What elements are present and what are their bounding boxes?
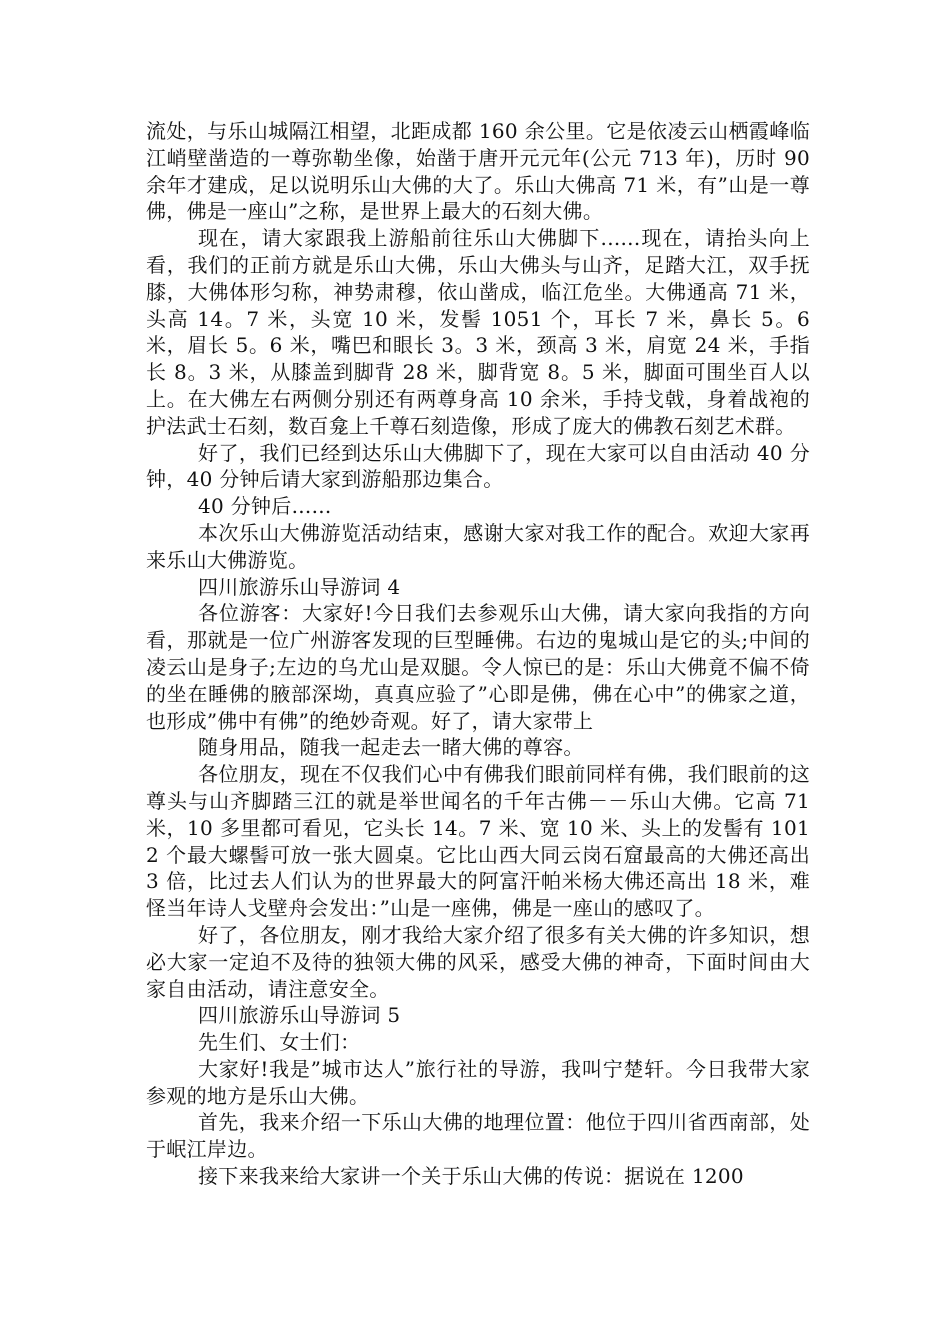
paragraph-14: 首先，我来介绍一下乐山大佛的地理位置：他位于四川省西南部，处于岷江岸边。 [146, 1110, 810, 1162]
paragraph-10: 好了，各位朋友，刚才我给大家介绍了很多有关大佛的许多知识，想必大家一定迫不及待的独领大佛的风采，感受大佛的神奇，下面时间由大家自由活动，请注意安全。 [146, 922, 810, 1001]
paragraph-3: 好了，我们已经到达乐山大佛脚下了，现在大家可以自由活动 40 分钟，40 分钟后请大家到游船那边集合。 [146, 440, 810, 492]
paragraph-8: 随身用品，随我一起走去一睹大佛的尊容。 [198, 735, 584, 760]
document-body [146, 118, 810, 1190]
paragraph-9: 各位朋友，现在不仅我们心中有佛我们眼前同样有佛，我们眼前的这尊头与山齐脚踏三江的就是举世闻名的千年古佛－－乐山大佛。它高 71 米，10 多里都可看见，它头长 14。7 米、宽 10 米、头上的发髻有 1012 个最大螺髻可放一张大圆桌。它比山西大同云岗石窟最高的大佛还高出 3 倍，比过去人们认为的世界最大的阿富汗帕米杨大佛还高出 18 米，难怪当年诗人戈壁舟会发出：”山是一座佛，佛是一座山的感叹了。 [146, 762, 810, 921]
paragraph-13: 大家好!我是”城市达人”旅行社的导游，我叫宁楚轩。今日我带大家参观的地方是乐山大佛。 [146, 1056, 810, 1108]
section-heading-5: 四川旅游乐山导游词 5 [198, 1003, 401, 1028]
paragraph-1: 流处，与乐山城隔江相望，北距成都 160 余公里。它是依凌云山栖霞峰临江峭壁凿造的一尊弥勒坐像，始凿于唐开元元年(公元 713 年)，历时 90 余年才建成，足以说明乐山大佛的大了。乐山大佛高 71 米，有”山是一尊佛，佛是一座山”之称，是世界上最大的石刻大佛。 [146, 119, 810, 224]
paragraph-5: 本次乐山大佛游览活动结束，感谢大家对我工作的配合。欢迎大家再来乐山大佛游览。 [146, 520, 810, 572]
paragraph-12: 先生们、女士们： [198, 1030, 361, 1055]
paragraph-2: 现在，请大家跟我上游船前往乐山大佛脚下......现在，请抬头向上看，我们的正前方就是乐山大佛，乐山大佛头与山齐，足踏大江，双手抚膝，大佛体形匀称，神势肃穆，依山凿成，临江危坐。大佛通高 71 米，头高 14。7 米，头宽 10 米，发髻 1051 个，耳长 7 米，鼻长 5。6 米，眉长 5。6 米，嘴巴和眼长 3。3 米，颈高 3 米，肩宽 24 米，手指长 8。3 米，从膝盖到脚背 28 米，脚背宽 8。5 米，脚面可围坐百人以上。在大佛左右两侧分别还有两尊身高 10 余米，手持戈戟，身着战袍的护法武士石刻，数百龛上千尊石刻造像，形成了庞大的佛教石刻艺术群。 [146, 226, 810, 438]
paragraph-15: 接下来我来给大家讲一个关于乐山大佛的传说：据说在 1200 [198, 1164, 744, 1189]
paragraph-7: 各位游客：大家好!今日我们去参观乐山大佛，请大家向我指的方向看，那就是一位广州游客发现的巨型睡佛。右边的鬼城山是它的头;中间的凌云山是身子;左边的乌尤山是双腿。令人惊已的是：乐山大佛竟不偏不倚的坐在睡佛的腋部深坳，真真应验了”心即是佛，佛在心中”的佛家之道，也形成”佛中有佛”的绝妙奇观。好了，请大家带上 [146, 601, 810, 733]
section-heading-4: 四川旅游乐山导游词 4 [198, 574, 401, 599]
paragraph-4: 40 分钟后...... [198, 494, 332, 519]
